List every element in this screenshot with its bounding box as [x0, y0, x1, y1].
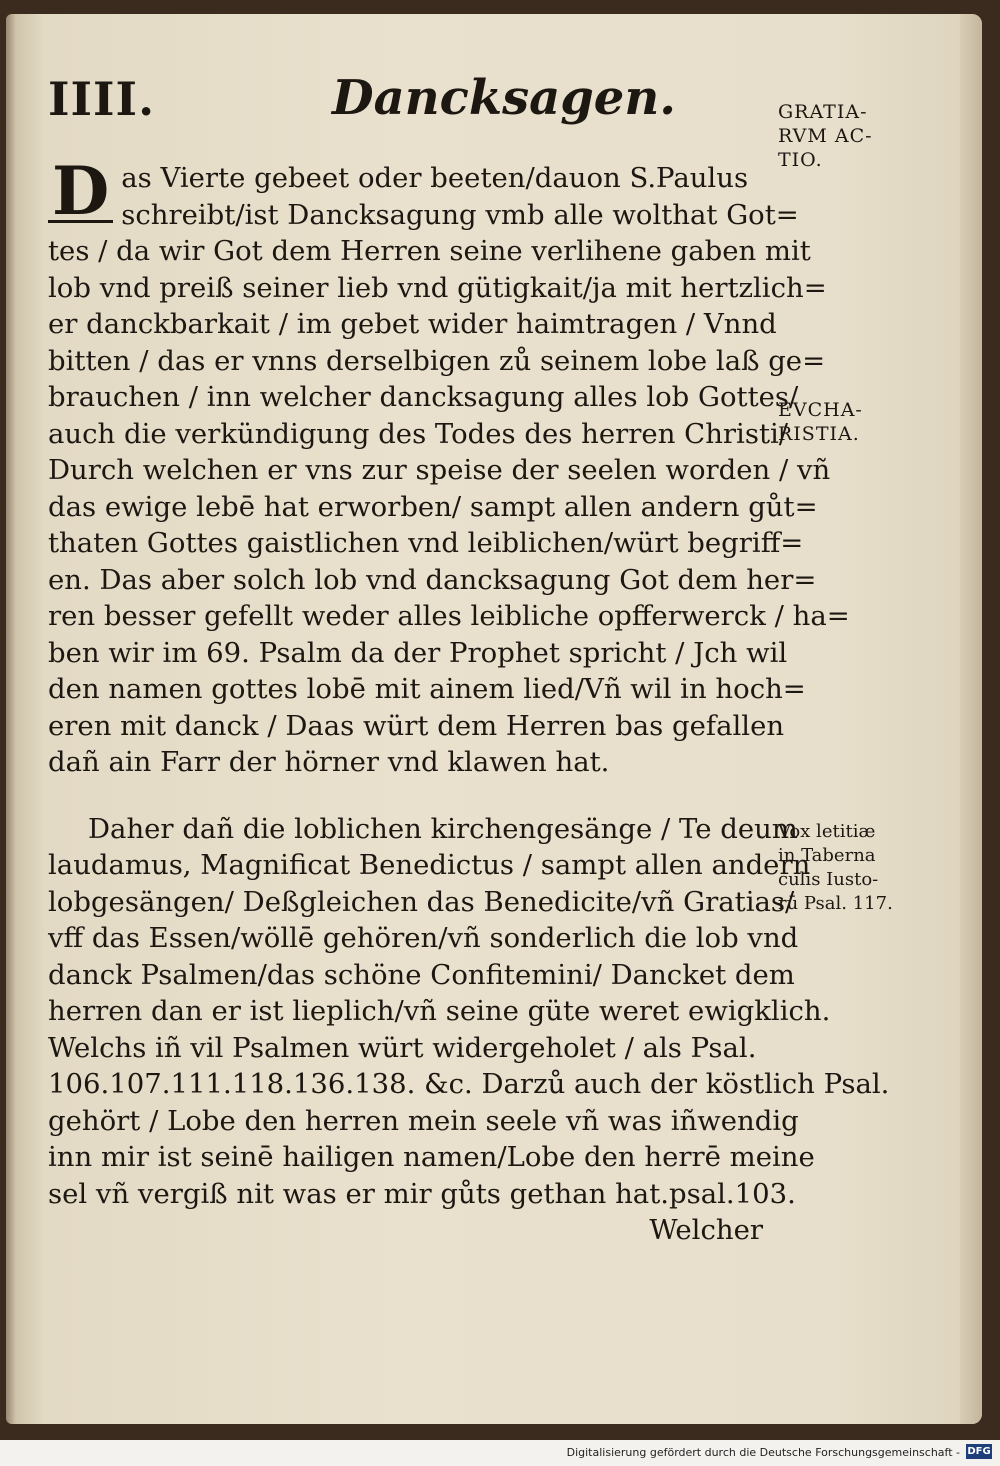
text-line: Welchs iñ vil Psalmen würt widergeholet / als Psal. — [48, 1031, 757, 1064]
text-line: gehört / Lobe den herren mein seele vñ was iñwendig — [48, 1104, 799, 1137]
text-line: ren besser gefellt weder alles leibliche opfferwerck / ha= — [48, 600, 850, 632]
margin-note-line: TIO. — [778, 149, 823, 171]
text-line: Durch welchen er vns zur speise der seelen worden / vñ — [48, 454, 831, 486]
text-line: vff das Essen/wöllē gehören/vñ sonderlich die lob vnd — [48, 922, 799, 954]
page-edge — [960, 14, 982, 1424]
text-line: ben wir im 69. Psalm da der Prophet spricht / Jch wil — [48, 636, 788, 669]
text-line: tes / da wir Got dem Herren seine verlihene gaben mit — [48, 235, 811, 267]
margin-note-line: in Taberna — [778, 845, 876, 866]
text-line: eren mit danck / Daas würt dem Herren bas gefallen — [48, 709, 785, 742]
text-line: lob vnd preiß seiner lieb vnd gütigkait/ja mit hertzlich= — [48, 271, 827, 304]
margin-note-line: rū Psal. 117. — [778, 893, 893, 914]
catchword: Welcher — [649, 1214, 763, 1246]
text-line: brauchen / inn welcher dancksagung alles lob Gottes/ — [48, 381, 799, 413]
text-line: lobgesängen/ Deßgleichen das Benedicite/vñ Gratias/ — [48, 885, 795, 918]
folio-number: IIII. — [48, 72, 156, 126]
margin-note-eucharistia — [778, 398, 918, 446]
text-line: auch die verkündigung des Todes des herren Christi/ — [48, 417, 789, 450]
text-line: er danckbarkait / im gebet wider haimtragen / Vnnd — [48, 308, 777, 340]
text-line: en. Das aber solch lob vnd dancksagung Got dem her= — [48, 563, 817, 596]
text-line: thaten Gottes gaistlichen vnd leiblichen/würt begriff= — [48, 527, 804, 559]
text-line: herren dan er ist lieplich/vñ seine güte weret ewigklich. — [48, 995, 831, 1027]
text-line: das ewige lebē hat erworben/ sampt allen andern gůt= — [48, 490, 818, 523]
text-line: inn mir ist seinē hailigen namen/Lobe den herrē meine — [48, 1141, 815, 1173]
margin-note-line: Vox letitiæ — [778, 821, 876, 842]
margin-note-vox-letitiae — [778, 820, 918, 916]
funding-credit: Digitalisierung gefördert durch die Deutsche Forschungsgemeinschaft - — [566, 1446, 960, 1459]
text-line: laudamus, Magnificat Benedictus / sampt allen andern — [48, 849, 811, 881]
margin-note-line: EVCHA- — [778, 399, 863, 421]
text-line: den namen gottes lobē mit ainem lied/Vñ wil in hoch= — [48, 673, 806, 705]
margin-note-line: RVM AC- — [778, 125, 873, 147]
dfg-logo: DFG — [967, 1446, 991, 1457]
gutter-shadow — [6, 14, 16, 1424]
page-heading: Dancksagen. — [332, 70, 676, 126]
text-line: 106.107.111.118.136.138. &c. Darzů auch der köstlich Psal. — [48, 1068, 890, 1100]
text-line: dañ ain Farr der hörner vnd klawen hat. — [48, 746, 610, 778]
text-line: sel vñ vergiß nit was er mir gůts gethan hat.psal.103. — [48, 1177, 796, 1210]
text-line: D as Vierte gebeet oder beeten/dauon S.Paulus — [48, 160, 773, 197]
text-line: Daher dañ die loblichen kirchengesänge / Te deum — [88, 812, 798, 845]
text-line: danck Psalmen/das schöne Confitemini/ Dancket dem — [48, 958, 795, 991]
margin-note-gratiarum-actio — [778, 100, 918, 172]
margin-note-line: culis Iusto- — [778, 869, 879, 890]
text-line: bitten / das er vnns derselbigen zů seinem lobe laß ge= — [48, 344, 826, 377]
text-line: schreibt/ist Dancksagung vmb alle wolthat Got= — [121, 198, 799, 231]
drop-capital: D — [48, 162, 113, 223]
margin-note-line: GRATIA- — [778, 101, 868, 123]
margin-note-line: RISTIA. — [778, 423, 860, 445]
